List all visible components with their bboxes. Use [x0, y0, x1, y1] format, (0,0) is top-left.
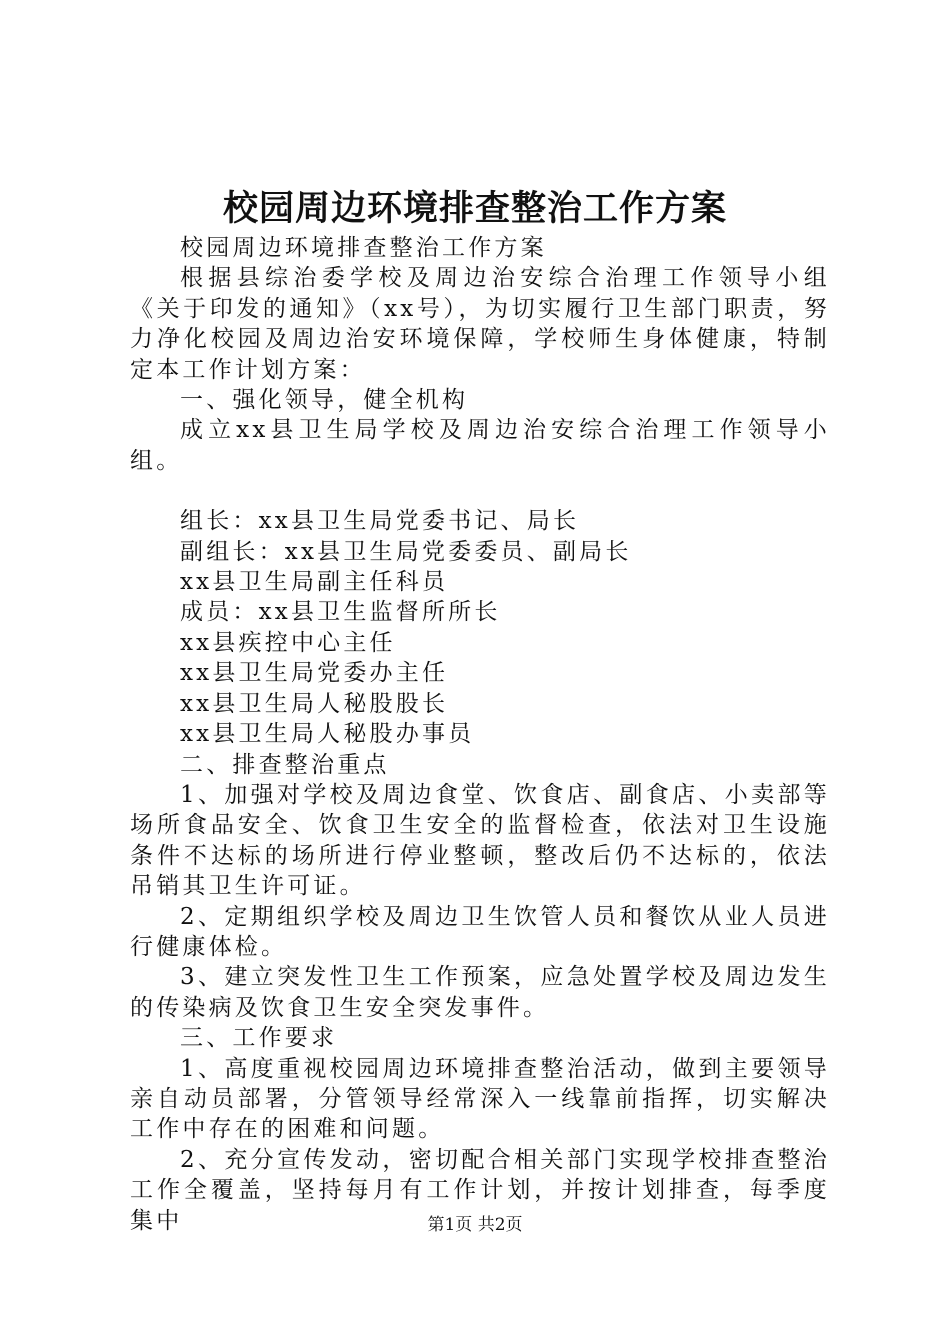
section-heading-2: 二、排查整治重点: [180, 751, 390, 778]
paragraph-intro: 根据县综治委学校及周边治安综合治理工作领导小组《关于印发的通知》（xx号），为切实履行卫生部门职责，努力净化校园及周边治安环境保障，学校师生身体健康，特制定本工作计划方案：: [130, 265, 830, 383]
paragraph-item: 3、建立突发性卫生工作预案，应急处置学校及周边发生的传染病及饮食卫生安全突发事件。: [130, 964, 830, 1021]
member-line: xx县疾控中心主任: [180, 629, 396, 656]
member-line: xx县卫生局人秘股办事员: [180, 721, 475, 748]
paragraph-item: 1、高度重视校园周边环境排查整治活动，做到主要领导亲自动员部署，分管领导经常深入一线靠前指挥，切实解决工作中存在的困难和问题。: [130, 1055, 830, 1143]
member-line: 副组长：xx县卫生局党委委员、副局长: [180, 538, 632, 565]
paragraph-item: 2、充分宣传发动，密切配合相关部门实现学校排查整治工作全覆盖，坚持每月有工作计划，并按计划排查，每季度集中: [130, 1146, 830, 1234]
paragraph-establish-group: 成立xx县卫生局学校及周边治安综合治理工作领导小组。: [130, 417, 830, 474]
member-line: xx县卫生局党委办主任: [180, 660, 449, 687]
member-line: 组长：xx县卫生局党委书记、局长: [180, 508, 580, 535]
member-line: xx县卫生局人秘股股长: [180, 690, 449, 717]
section-heading-3: 三、工作要求: [180, 1025, 338, 1052]
section-heading-1: 一、强化领导，健全机构: [180, 387, 469, 414]
blank-line: [130, 476, 830, 506]
paragraph-heading-repeat: 校园周边环境排查整治工作方案: [180, 235, 547, 261]
paragraph-item: 2、定期组织学校及周边卫生饮管人员和餐饮从业人员进行健康体检。: [130, 903, 830, 960]
member-line: 成员：xx县卫生监督所所长: [180, 599, 501, 626]
page-footer: 第1页 共2页: [427, 1215, 523, 1235]
member-line: xx县卫生局副主任科员: [180, 569, 449, 596]
document-body: [130, 233, 830, 1236]
paragraph-item: 1、加强对学校及周边食堂、饮食店、副食店、小卖部等场所食品安全、饮食卫生安全的监督检查，依法对卫生设施条件不达标的场所进行停业整顿，整改后仍不达标的，依法吊销其卫生许可证。: [130, 781, 830, 900]
document-title: 校园周边环境排查整治工作方案: [222, 188, 727, 229]
